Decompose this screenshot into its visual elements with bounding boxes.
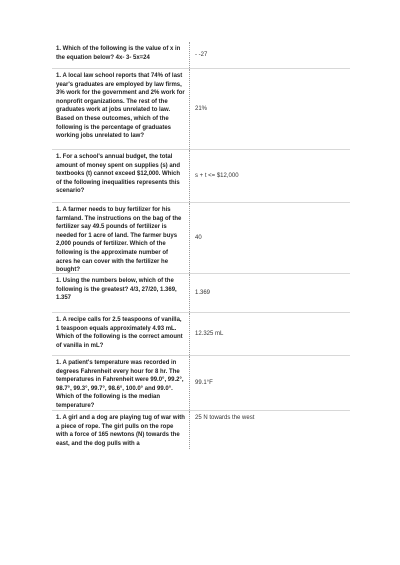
question-cell: 1. Which of the following is the value of x in the equation below? 4x- 3- 5x=24 bbox=[52, 42, 190, 68]
answer-cell: 40 bbox=[195, 235, 202, 241]
question-cell: 1. A patient's temperature was recorded in degrees Fahrenheit every hour for 8 hr. The temperatures in Fahrenheit were 99.0°, 99.2°, 98.7°, 99.3°, 99.7°, 98.6°, 100.0° and 99.0°. Which of the following is the median temperature? bbox=[52, 356, 190, 410]
question-answer-table bbox=[52, 42, 350, 449]
table-row bbox=[52, 203, 350, 274]
question-cell: 1. A local law school reports that 74% of last year's graduates are employed by law firms, 3% work for the government and 2% work for nonprofit organizations. The rest of the graduates work at jobs unrelated to law. Based on these outcomes, which of the following is the percentage of graduates working jobs unrelated to law? bbox=[52, 69, 190, 149]
table-row bbox=[52, 313, 350, 356]
question-cell: 1. A recipe calls for 2.5 teaspoons of vanilla, 1 teaspoon equals approximately 4.93 mL. Which of the following is the correct amount of vanilla in mL? bbox=[52, 313, 190, 355]
answer-cell: 25 N towards the west bbox=[195, 415, 255, 421]
table-row bbox=[52, 356, 350, 411]
table-row bbox=[52, 42, 350, 69]
answer-cell: 21% bbox=[195, 106, 208, 112]
question-cell: 1. A farmer needs to buy fertilizer for his farmland. The instructions on the bag of the fertilizer say 49.5 pounds of fertilizer is needed for 1 acre of land. The farmer buys 2,000 pounds of fertilizer. Which of the following is the approximate number of acres he can cover with the fertilizer he bought? bbox=[52, 203, 190, 273]
answer-cell: s + t <= $12,000 bbox=[195, 173, 239, 179]
table-row bbox=[52, 411, 350, 449]
table-row bbox=[52, 150, 350, 203]
question-cell: 1. Using the numbers below, which of the following is the greatest? 4/3, 27/20, 1.369, 1.357 bbox=[52, 274, 190, 312]
answer-cell: 99.1°F bbox=[195, 380, 213, 386]
answer-cell: 12.325 mL bbox=[195, 331, 224, 337]
answer-cell: - -27 bbox=[195, 52, 208, 58]
answer-cell: 1.369 bbox=[195, 290, 211, 296]
question-cell: 1. A girl and a dog are playing tug of war with a piece of rope. The girl pulls on the rope with a force of 165 newtons (N) towards the east, and the dog pulls with a bbox=[52, 411, 190, 449]
table-row bbox=[52, 69, 350, 150]
table-row bbox=[52, 274, 350, 313]
question-cell: 1. For a school's annual budget, the total amount of money spent on supplies (s) and textbooks (t) cannot exceed $12,000. Which of the following inequalities represents this scenario? bbox=[52, 150, 190, 202]
